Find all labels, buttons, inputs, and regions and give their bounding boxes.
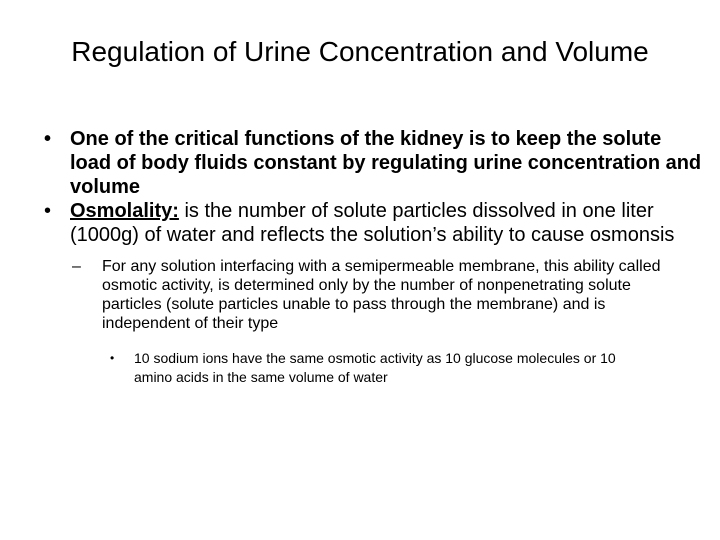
subbullet-osmotic-activity — [70, 257, 692, 333]
slide-body — [44, 127, 704, 401]
bullet-kidney-function — [44, 127, 704, 199]
bullet-marker: • — [44, 128, 52, 150]
subbullet-text: For any solution interfacing with a semipermeable membrane, this ability called osmotic activity, is determined only by the number of nonpenetrating solute particles (solute particles unable to pass through the membrane) and is independent of their type — [102, 258, 661, 332]
bullet-marker: • — [44, 200, 52, 222]
bullet-osmolality — [44, 199, 704, 247]
slide-title: Regulation of Urine Concentration and Volume — [71, 36, 649, 67]
subsubbullet-text: 10 sodium ions have the same osmotic activity as 10 glucose molecules or 10 amino acids in the same volume of water — [134, 350, 616, 385]
bullet-text: is the number of solute particles dissolved in one liter (1000g) of water and reflects the solution’s ability to cause osmonsis — [70, 200, 675, 246]
subsubbullet-marker: • — [110, 351, 115, 365]
subsubbullet-example — [104, 349, 654, 387]
subbullet-marker: – — [72, 258, 81, 275]
osmolality-term: Osmolality: — [70, 200, 179, 222]
bullet-text: One of the critical functions of the kidney is to keep the solute load of body fluids constant by regulating urine concentration and volume — [70, 128, 702, 198]
